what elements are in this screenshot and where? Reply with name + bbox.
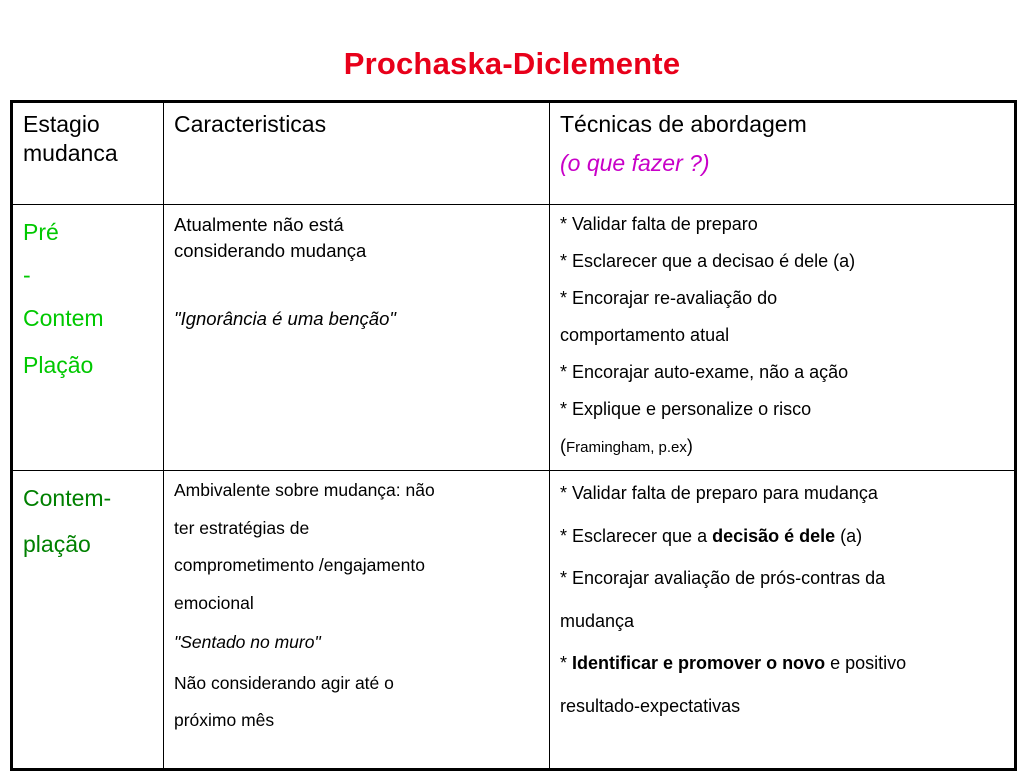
stage-line: plação [23, 531, 91, 557]
characteristics-line: Atualmente não está [174, 214, 344, 235]
characteristics-cell-contemplation [164, 471, 550, 770]
table-header-row [12, 102, 1016, 205]
technique-item: * Identificar e promover o novo e positivo [560, 653, 907, 673]
table-row [12, 205, 1016, 471]
characteristics-cell-precontemplation [164, 205, 550, 471]
header-characteristics: Caracteristicas [174, 111, 327, 137]
technique-item: * Encorajar re-avaliação do [560, 288, 778, 308]
stage-line: Plação [23, 352, 94, 378]
characteristics-line: emocional [174, 592, 254, 613]
stage-cell-precontemplation [12, 205, 164, 471]
table-row [12, 471, 1016, 770]
technique-item: * Explique e personalize o risco [560, 399, 812, 419]
stage-line: Pré [23, 219, 59, 245]
technique-item: * Encorajar auto-exame, não a ação [560, 362, 849, 382]
stages-table [10, 100, 1017, 771]
technique-item: * Esclarecer que a decisao é dele (a) [560, 251, 856, 271]
characteristics-line: considerando mudança [174, 240, 367, 261]
header-techniques-subtitle: (o que fazer ?) [560, 150, 710, 176]
characteristics-line: Ambivalente sobre mudança: não [174, 480, 435, 500]
techniques-cell-precontemplation [550, 205, 1016, 471]
stage-line: - [23, 262, 31, 288]
technique-item: * Validar falta de preparo para mudança [560, 483, 878, 503]
technique-item: (Framingham, p.ex) [560, 436, 693, 456]
header-stage-line2: mudanca [23, 140, 118, 166]
characteristics-line: Não considerando agir até o [174, 672, 394, 693]
technique-item: * Esclarecer que a decisão é dele (a) [560, 525, 863, 546]
technique-item: mudança [560, 610, 635, 631]
stage-cell-contemplation [12, 471, 164, 770]
header-characteristics-cell [164, 102, 550, 205]
technique-item: comportamento atual [560, 325, 730, 345]
stage-line: Contem- [23, 485, 112, 511]
header-stage-line1: Estagio [23, 111, 100, 137]
characteristics-quote: "Ignorância é uma benção" [174, 308, 396, 329]
page-title: Prochaska-Diclemente [343, 46, 681, 81]
stage-line: Contem [23, 305, 104, 331]
header-techniques: Técnicas de abordagem [560, 111, 807, 137]
techniques-cell-contemplation [550, 471, 1016, 770]
characteristics-line: próximo mês [174, 710, 275, 730]
characteristics-line: ter estratégias de [174, 517, 310, 538]
characteristics-quote: "Sentado no muro" [174, 632, 321, 652]
technique-item: resultado-expectativas [560, 695, 741, 716]
characteristics-line: comprometimento /engajamento [174, 555, 425, 575]
header-stage-cell [12, 102, 164, 205]
technique-item: * Encorajar avaliação de prós-contras da [560, 568, 886, 588]
header-techniques-cell [550, 102, 1016, 205]
technique-item: * Validar falta de preparo [560, 214, 758, 234]
